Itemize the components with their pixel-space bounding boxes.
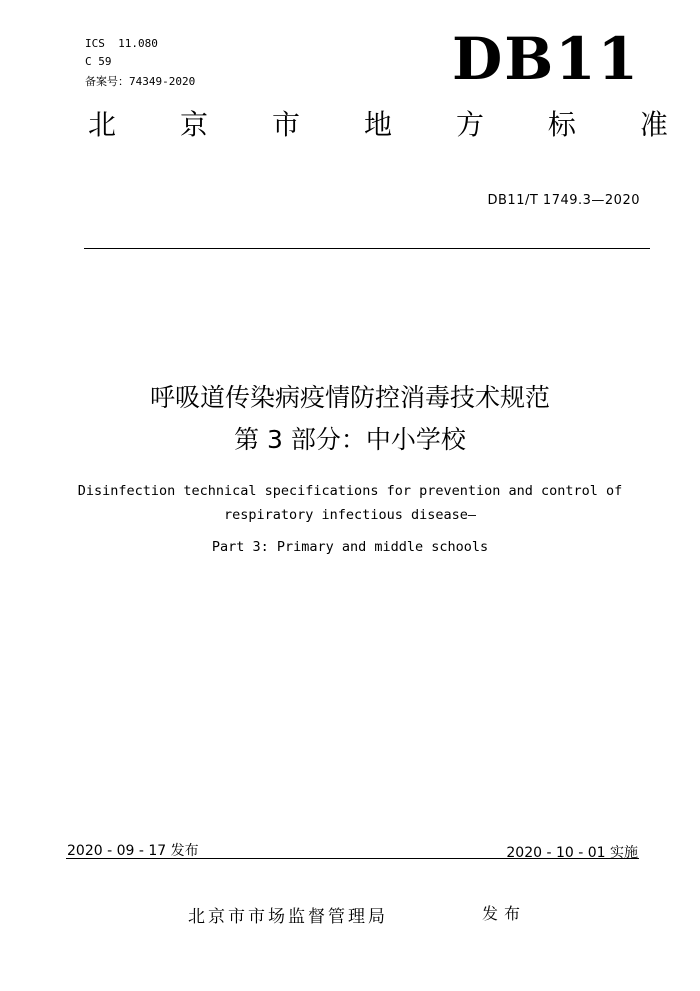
- standard-type-char: 京: [179, 108, 208, 141]
- title-english-line: Disinfection technical specifications for prevention and control of: [77, 483, 623, 499]
- standard-type-char: 方: [455, 108, 484, 141]
- ics-code: ICS 11.080: [85, 37, 158, 50]
- title-english-line: respiratory infectious disease—: [224, 507, 476, 523]
- standard-number: DB11/T 1749.3—2020: [487, 193, 640, 208]
- standard-type-char: 北: [88, 108, 117, 141]
- title-chinese-main: 呼吸道传染病疫情防控消毒技术规范: [149, 383, 550, 412]
- implementation-date: 2020 - 10 - 01 实施: [506, 845, 638, 861]
- header-divider: [84, 248, 650, 249]
- title-chinese-part: 第 3 部分：中小学校: [234, 425, 466, 454]
- publish-label: 发布: [482, 904, 527, 923]
- ccs-code: C 59: [85, 55, 112, 68]
- standard-type-char: 准: [639, 108, 668, 141]
- standard-type-char: 标: [547, 108, 576, 141]
- title-english-part: Part 3: Primary and middle schools: [211, 539, 489, 555]
- standard-type-heading: [88, 108, 668, 142]
- issue-date: 2020 - 09 - 17 发布: [67, 843, 199, 859]
- standard-type-char: 市: [271, 108, 300, 141]
- publisher-name: 北京市市场监督管理局: [188, 907, 388, 927]
- filing-number: 备案号：74349-2020: [85, 75, 196, 88]
- footer-divider: [66, 858, 639, 859]
- standard-type-char: 地: [363, 108, 392, 141]
- standard-brand-mark: DB11: [451, 25, 640, 93]
